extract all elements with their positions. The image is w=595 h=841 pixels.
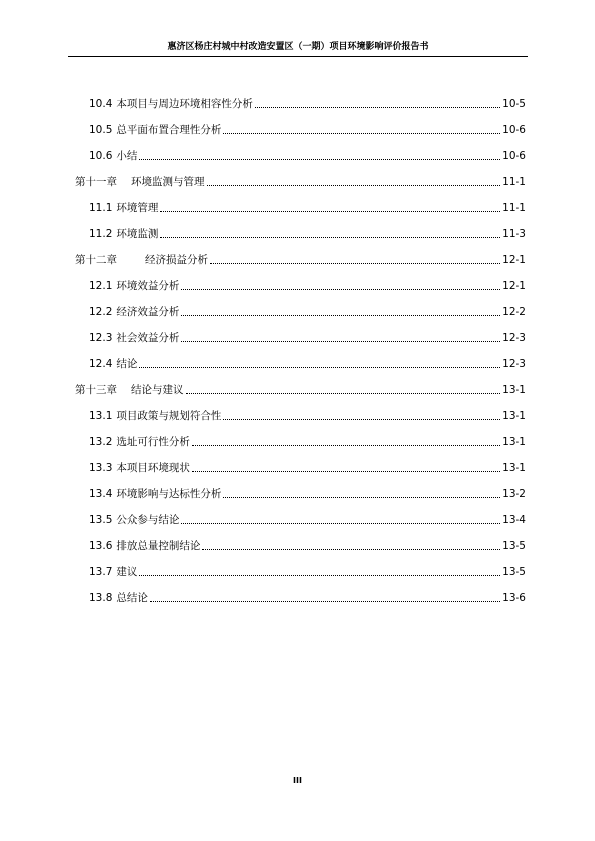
toc-title: 选址可行性分析 xyxy=(116,436,190,448)
toc-title: 结论与建议 xyxy=(131,384,184,396)
toc-entry-12-1[interactable] xyxy=(89,278,526,294)
toc-entry-12-2[interactable] xyxy=(89,304,526,320)
toc-page: 12-2 xyxy=(502,306,526,318)
dot-leader xyxy=(181,304,500,316)
toc-entry-11-1[interactable] xyxy=(89,200,526,216)
dot-leader xyxy=(139,356,500,368)
dot-leader xyxy=(255,96,500,108)
dot-leader xyxy=(181,512,500,524)
header-rule xyxy=(68,56,528,57)
dot-leader xyxy=(192,434,500,446)
toc-number: 11.2 xyxy=(89,228,113,240)
toc-title: 环境管理 xyxy=(116,202,159,214)
toc-entry-11-2[interactable] xyxy=(89,226,526,242)
toc-number: 11.1 xyxy=(89,202,113,214)
toc-entry-10-5[interactable] xyxy=(89,122,526,138)
dot-leader xyxy=(192,460,500,472)
toc-number: 13.8 xyxy=(89,592,113,604)
dot-leader xyxy=(181,278,500,290)
toc-number: 10.5 xyxy=(89,124,113,136)
toc-title: 项目政策与规划符合性 xyxy=(116,410,222,422)
toc-number: 第十一章 xyxy=(75,176,117,188)
toc-title: 排放总量控制结论 xyxy=(116,540,201,552)
toc-number: 13.3 xyxy=(89,462,113,474)
toc-entry-13-4[interactable] xyxy=(89,486,526,502)
toc-page: 13-2 xyxy=(502,488,526,500)
toc-entry-12-4[interactable] xyxy=(89,356,526,372)
toc-page: 13-1 xyxy=(502,384,526,396)
toc-title: 结论 xyxy=(116,358,138,370)
toc-title: 公众参与结论 xyxy=(116,514,180,526)
toc-page: 10-5 xyxy=(502,98,526,110)
toc-title: 本项目与周边环境相容性分析 xyxy=(116,98,253,110)
toc-page: 12-3 xyxy=(502,358,526,370)
toc-number: 12.1 xyxy=(89,280,113,292)
toc-number: 第十二章 xyxy=(75,254,117,266)
dot-leader xyxy=(223,486,500,498)
toc-number: 13.6 xyxy=(89,540,113,552)
toc-title: 环境监测与管理 xyxy=(131,176,205,188)
dot-leader xyxy=(181,330,500,342)
toc-title: 环境效益分析 xyxy=(116,280,180,292)
toc-number: 13.4 xyxy=(89,488,113,500)
toc-entry-chapter-13[interactable] xyxy=(75,382,526,398)
page-number: III xyxy=(293,776,302,785)
toc-number: 13.7 xyxy=(89,566,113,578)
toc-entry-13-7[interactable] xyxy=(89,564,526,580)
dot-leader xyxy=(139,564,500,576)
toc-entry-chapter-11[interactable] xyxy=(75,174,526,190)
toc-page: 12-1 xyxy=(502,280,526,292)
toc-title: 总结论 xyxy=(116,592,148,604)
running-header: 惠济区杨庄村城中村改造安置区（一期）项目环境影响评价报告书 xyxy=(167,42,429,52)
toc-number: 12.3 xyxy=(89,332,113,344)
toc-number: 10.6 xyxy=(89,150,113,162)
toc-title: 环境监测 xyxy=(116,228,159,240)
toc-page: 13-1 xyxy=(502,410,526,422)
toc-page: 13-5 xyxy=(502,540,526,552)
toc-entry-13-8[interactable] xyxy=(89,590,526,606)
toc-number: 10.4 xyxy=(89,98,113,110)
toc-title: 小结 xyxy=(116,150,138,162)
toc-title: 本项目环境现状 xyxy=(116,462,190,474)
toc-title: 社会效益分析 xyxy=(116,332,180,344)
dot-leader xyxy=(139,148,500,160)
toc-number: 13.1 xyxy=(89,410,113,422)
toc-entry-13-5[interactable] xyxy=(89,512,526,528)
dot-leader xyxy=(223,122,500,134)
toc-page: 13-1 xyxy=(502,436,526,448)
toc-page: 13-6 xyxy=(502,592,526,604)
toc-entry-13-6[interactable] xyxy=(89,538,526,554)
toc-entry-13-2[interactable] xyxy=(89,434,526,450)
dot-leader xyxy=(160,226,500,238)
toc-page: 13-4 xyxy=(502,514,526,526)
dot-leader xyxy=(223,408,500,420)
toc-entry-10-6[interactable] xyxy=(89,148,526,164)
toc-number: 第十三章 xyxy=(75,384,117,396)
toc-entry-12-3[interactable] xyxy=(89,330,526,346)
toc-page: 10-6 xyxy=(502,124,526,136)
toc-page: 12-3 xyxy=(502,332,526,344)
dot-leader xyxy=(186,382,501,394)
dot-leader xyxy=(210,252,500,264)
toc-title: 总平面布置合理性分析 xyxy=(116,124,222,136)
toc-title: 经济效益分析 xyxy=(116,306,180,318)
toc-title: 建议 xyxy=(116,566,138,578)
toc-number: 13.5 xyxy=(89,514,113,526)
dot-leader xyxy=(202,538,500,550)
dot-leader xyxy=(150,590,500,602)
toc-page: 12-1 xyxy=(502,254,526,266)
toc-number: 12.2 xyxy=(89,306,113,318)
toc-title: 环境影响与达标性分析 xyxy=(116,488,222,500)
toc-number: 12.4 xyxy=(89,358,113,370)
toc-page: 11-3 xyxy=(502,228,526,240)
dot-leader xyxy=(160,200,500,212)
toc-page: 11-1 xyxy=(502,176,526,188)
toc-page: 13-1 xyxy=(502,462,526,474)
toc-page: 13-5 xyxy=(502,566,526,578)
dot-leader xyxy=(207,174,501,186)
toc-entry-13-3[interactable] xyxy=(89,460,526,476)
toc-entry-10-4[interactable] xyxy=(89,96,526,112)
toc-title: 经济损益分析 xyxy=(145,254,208,266)
toc-page: 11-1 xyxy=(502,202,526,214)
toc-entry-chapter-12[interactable] xyxy=(75,252,526,268)
toc-page: 10-6 xyxy=(502,150,526,162)
toc-entry-13-1[interactable] xyxy=(89,408,526,424)
toc-number: 13.2 xyxy=(89,436,113,448)
